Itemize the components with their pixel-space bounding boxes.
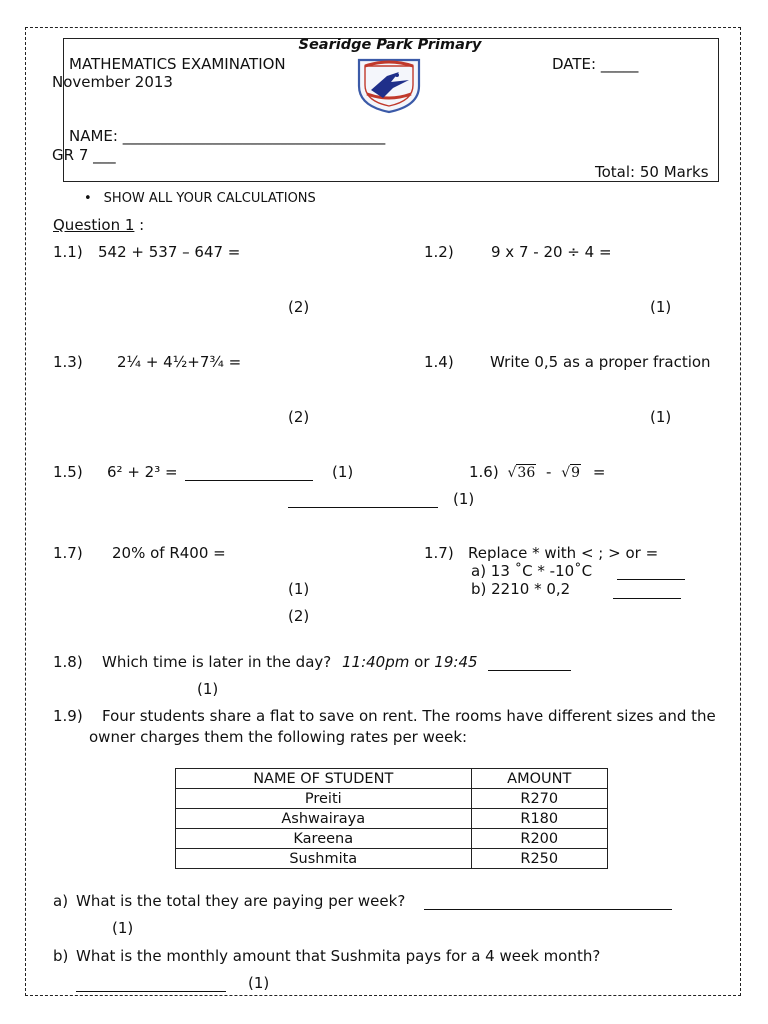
q1-6-root1: 36 <box>517 465 536 481</box>
qb-marks: (1) <box>248 974 270 992</box>
question-title: Question 1 <box>53 216 135 234</box>
q1-6-answer-line[interactable] <box>288 493 438 508</box>
q1-6-equals: = <box>592 463 606 481</box>
student-amount: R200 <box>471 829 607 849</box>
q1-6 <box>469 463 605 481</box>
q1-3-marks: (2) <box>288 408 310 426</box>
q1-7b-part-a: a) 13 ˚C * -10˚C <box>471 562 593 580</box>
student-amount: R180 <box>471 809 607 829</box>
q1-8-num: 1.8) <box>53 653 83 671</box>
q1-1-num: 1.1) <box>53 243 83 261</box>
q1-9-line1: Four students share a flat to save on rent. The rooms have different sizes and the <box>102 707 716 725</box>
student-table <box>175 768 608 869</box>
q1-2-marks: (1) <box>650 298 672 316</box>
qa-marks: (1) <box>112 919 134 937</box>
q1-6-marks: (1) <box>453 490 475 508</box>
q1-7a-marks-1: (1) <box>288 580 310 598</box>
instruction-text: SHOW ALL YOUR CALCULATIONS <box>103 191 316 206</box>
q1-7a-num: 1.7) <box>53 544 83 562</box>
student-amount: R250 <box>471 849 607 869</box>
q1-1-marks: (2) <box>288 298 310 316</box>
q1-9-num: 1.9) <box>53 707 83 725</box>
table-header-name: NAME OF STUDENT <box>176 769 472 789</box>
school-name: Searidge Park Primary <box>298 37 482 53</box>
q1-8-marks: (1) <box>197 680 219 698</box>
bullet-icon: • <box>84 191 92 206</box>
sqrt-36: √36 <box>507 465 536 481</box>
table-header-amount: AMOUNT <box>471 769 607 789</box>
q1-5-num: 1.5) <box>53 463 83 481</box>
q1-5-text: 6² + 2³ = <box>107 463 178 481</box>
q1-8-time2: 19:45 <box>434 653 478 671</box>
q1-6-num: 1.6) <box>469 463 499 481</box>
q1-4-text: Write 0,5 as a proper fraction <box>490 353 711 371</box>
table-row <box>176 789 608 809</box>
q1-7b-part-b: b) 2210 * 0,2 <box>471 580 571 598</box>
q1-1-text: 542 + 537 – 647 = <box>98 243 241 261</box>
student-name: Preiti <box>176 789 472 809</box>
qb-answer-line[interactable] <box>76 977 226 992</box>
student-name: Ashwairaya <box>176 809 472 829</box>
qa-text: What is the total they are paying per week? <box>76 892 406 910</box>
q1-4-num: 1.4) <box>424 353 454 371</box>
table-row <box>176 809 608 829</box>
instruction <box>84 191 316 206</box>
exam-title: MATHEMATICS EXAMINATION <box>69 55 286 73</box>
question-heading <box>53 216 144 234</box>
q1-6-minus: - <box>546 463 552 481</box>
q1-7b-text: Replace * with < ; > or = <box>468 544 659 562</box>
exam-date: November 2013 <box>52 73 173 91</box>
q1-2-num: 1.2) <box>424 243 454 261</box>
total-marks: Total: 50 Marks <box>595 163 709 181</box>
student-name: Sushmita <box>176 849 472 869</box>
student-name: Kareena <box>176 829 472 849</box>
qa-label: a) <box>53 892 69 910</box>
q1-4-marks: (1) <box>650 408 672 426</box>
qa-answer-line[interactable] <box>424 895 672 910</box>
q1-7a-text: 20% of R400 = <box>112 544 226 562</box>
table-row <box>176 829 608 849</box>
table-row <box>176 849 608 869</box>
school-crest <box>353 54 425 114</box>
question-title-suffix: : <box>134 216 145 234</box>
q1-7a-marks-2: (2) <box>288 607 310 625</box>
qb-text: What is the monthly amount that Sushmita pays for a 4 week month? <box>76 947 601 965</box>
qb-label: b) <box>53 947 69 965</box>
sqrt-9: √9 <box>561 465 581 481</box>
q1-5-marks: (1) <box>332 463 354 481</box>
q1-7b-num: 1.7) <box>424 544 454 562</box>
q1-8-time1: 11:40pm <box>342 653 410 671</box>
q1-5-answer-line[interactable] <box>185 466 313 481</box>
q1-7b-part-a-line[interactable] <box>617 565 685 580</box>
q1-8-text: Which time is later in the day? <box>102 653 332 671</box>
q1-8-answer-line[interactable] <box>488 656 571 671</box>
q1-8 <box>102 653 478 671</box>
student-amount: R270 <box>471 789 607 809</box>
q1-3-text: 2¼ + 4½+7¾ = <box>117 353 242 371</box>
q1-9-line2: owner charges them the following rates per week: <box>89 728 468 746</box>
grade-label: GR 7 ___ <box>52 146 116 164</box>
q1-8-or: or <box>414 653 430 671</box>
table-header-row <box>176 769 608 789</box>
date-label: DATE: _____ <box>552 55 639 73</box>
q1-7b-part-b-line[interactable] <box>613 584 681 599</box>
name-label: NAME: ___________________________________ <box>69 127 386 145</box>
q1-2-text: 9 x 7 - 20 ÷ 4 = <box>491 243 612 261</box>
q1-6-root2: 9 <box>571 465 581 481</box>
q1-3-num: 1.3) <box>53 353 83 371</box>
